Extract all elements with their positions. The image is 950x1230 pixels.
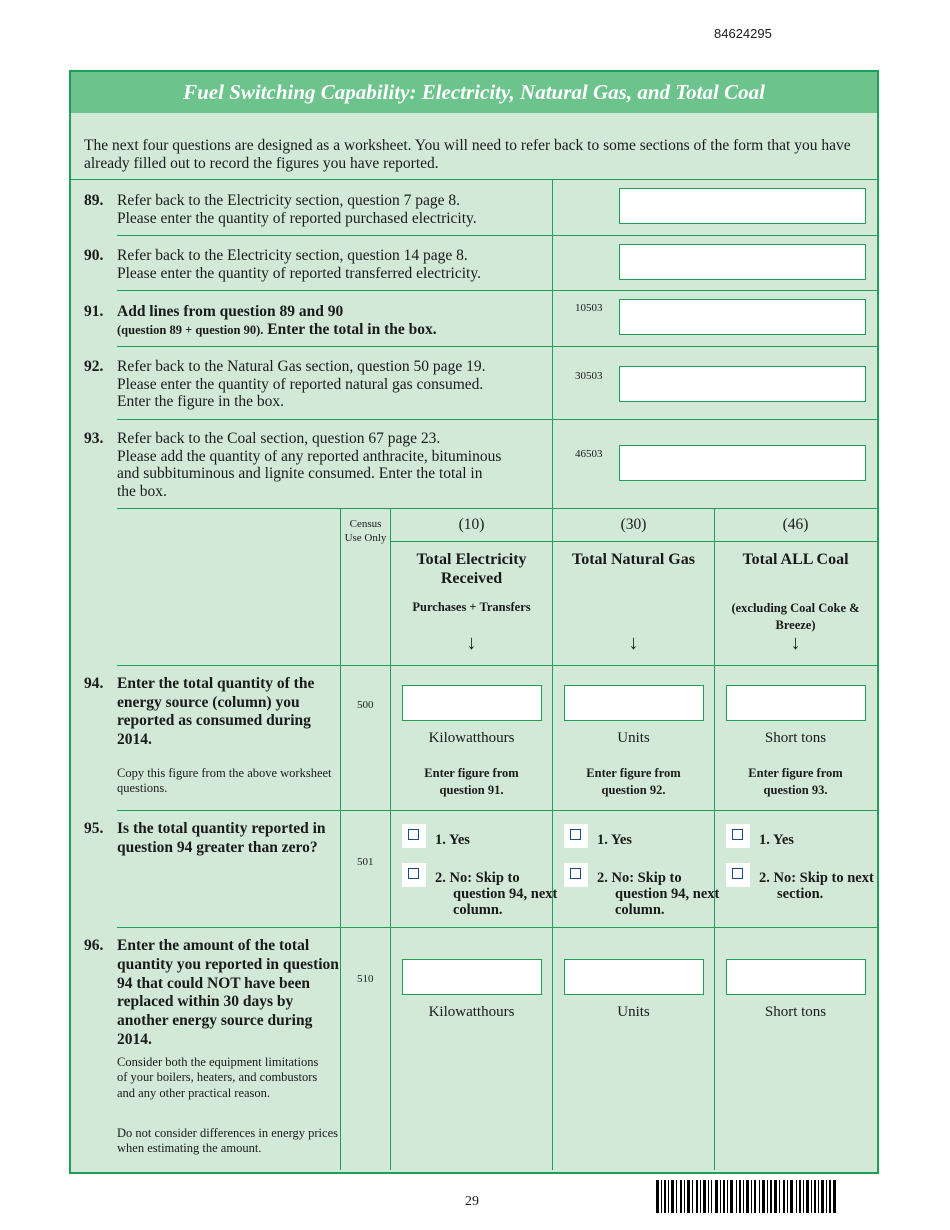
option-label: 2. No: Skip to question 94, next column. [597, 870, 720, 918]
unit-label: Kilowatthours [428, 1004, 515, 1020]
unit-label: Units [617, 1004, 650, 1020]
question-number: 89. [84, 192, 104, 209]
q96-coal-input[interactable] [726, 959, 866, 995]
question-text: Refer back to the Natural Gas section, question 50 page 19. Please enter the quantity of reported natural gas consumed. Enter the figure in the box. [117, 358, 486, 410]
divider [117, 508, 877, 509]
q95-electricity-no-checkbox[interactable] [402, 863, 426, 887]
question-number: 93. [84, 430, 104, 447]
q96-electricity-input[interactable] [402, 959, 542, 995]
column-subtitle: (excluding Coal Coke & Breeze) [731, 601, 860, 632]
unit-label: Short tons [764, 1004, 827, 1020]
question-text: Enter the total quantity of the energy source (column) you reported as consumed during 2014. [117, 675, 315, 748]
q95-natural-gas-yes-checkbox[interactable] [564, 824, 588, 848]
divider [117, 810, 877, 811]
question-number: 96. [84, 937, 104, 954]
q91-input[interactable] [619, 299, 866, 335]
barcode [656, 1180, 836, 1213]
question-number: 92. [84, 358, 104, 375]
divider [117, 290, 877, 291]
question-note: Copy this figure from the above worksheet questions. [117, 766, 332, 795]
divider [117, 235, 877, 236]
column-title: Total Natural Gas [572, 551, 695, 568]
unit-label: Kilowatthours [428, 730, 515, 746]
q94-coal-input[interactable] [726, 685, 866, 721]
question-text: Enter the amount of the total quantity you reported in question 94 that could NOT have been replaced within 30 days by another energy source during 2014. [117, 937, 339, 1048]
census-code: 501 [357, 856, 374, 868]
q90-input[interactable] [619, 244, 866, 280]
intro-text: The next four questions are designed as a worksheet. You will need to refer back to some sections of the form that you have already filled out to record the figures you have reported. [84, 137, 851, 172]
column-code: (30) [620, 516, 647, 533]
question-text: Refer back to the Coal section, question 67 page 23. Please add the quantity of any reported anthracite, bituminous and subbituminous and lignite consumed. Enter the total in the box. [117, 430, 502, 500]
question-number: 95. [84, 820, 104, 837]
option-label: 2. No: Skip to next section. [759, 870, 874, 902]
column-code: (46) [782, 516, 809, 533]
enter-figure-note: Enter figure from question 92. [586, 766, 681, 797]
form-id: 84624295 [714, 26, 772, 41]
q95-coal-no-checkbox[interactable] [726, 863, 750, 887]
unit-label: Units [617, 730, 650, 746]
census-code: 30503 [575, 370, 603, 382]
census-code: 10503 [575, 302, 603, 314]
question-note: Consider both the equipment limitations of your boilers, heaters, and combustors and any other practical reason. [117, 1055, 319, 1100]
arrow-down-icon: ↓ [466, 632, 477, 654]
question-text: Refer back to the Electricity section, question 14 page 8. Please enter the quantity of reported transferred electricity. [117, 247, 481, 282]
arrow-down-icon: ↓ [790, 632, 801, 654]
divider [552, 508, 553, 1170]
unit-label: Short tons [764, 730, 827, 746]
page-number: 29 [465, 1194, 479, 1209]
q95-electricity-yes-checkbox[interactable] [402, 824, 426, 848]
column-title: Total Electricity Received [416, 551, 527, 587]
census-use-only: Census Use Only [344, 518, 387, 544]
divider [117, 927, 877, 928]
question-note: Do not consider differences in energy prices when estimating the amount. [117, 1126, 338, 1156]
q95-natural-gas-no-checkbox[interactable] [564, 863, 588, 887]
enter-figure-note: Enter figure from question 93. [748, 766, 843, 797]
question-text: Add lines from question 89 and 90 (question 89 + question 90). Enter the total in the box. [117, 303, 437, 338]
arrow-down-icon: ↓ [628, 632, 639, 654]
option-label: 1. Yes [597, 832, 632, 848]
divider [117, 665, 877, 666]
option-label: 2. No: Skip to question 94, next column. [435, 870, 558, 918]
q95-coal-yes-checkbox[interactable] [726, 824, 750, 848]
question-number: 94. [84, 675, 104, 692]
q92-input[interactable] [619, 366, 866, 402]
census-code: 510 [357, 973, 374, 985]
census-code: 500 [357, 699, 374, 711]
divider [117, 419, 877, 420]
column-code: (10) [458, 516, 485, 533]
divider [390, 541, 877, 542]
question-text: Refer back to the Electricity section, question 7 page 8. Please enter the quantity of reported purchased electricity. [117, 192, 477, 227]
enter-figure-note: Enter figure from question 91. [424, 766, 519, 797]
column-title: Total ALL Coal [742, 551, 849, 568]
q94-electricity-input[interactable] [402, 685, 542, 721]
section-title: Fuel Switching Capability: Electricity, Natural Gas, and Total Coal [71, 72, 877, 113]
q93-input[interactable] [619, 445, 866, 481]
divider [340, 508, 341, 1170]
divider [552, 179, 553, 508]
divider [117, 346, 877, 347]
option-label: 1. Yes [435, 832, 470, 848]
census-code: 46503 [575, 448, 603, 460]
option-label: 1. Yes [759, 832, 794, 848]
q89-input[interactable] [619, 188, 866, 224]
divider [714, 508, 715, 1170]
question-number: 91. [84, 303, 104, 320]
divider [71, 179, 877, 180]
question-text: Is the total quantity reported in question 94 greater than zero? [117, 820, 326, 856]
q94-natural-gas-input[interactable] [564, 685, 704, 721]
column-subtitle: Purchases + Transfers [412, 600, 531, 614]
q96-natural-gas-input[interactable] [564, 959, 704, 995]
question-number: 90. [84, 247, 104, 264]
